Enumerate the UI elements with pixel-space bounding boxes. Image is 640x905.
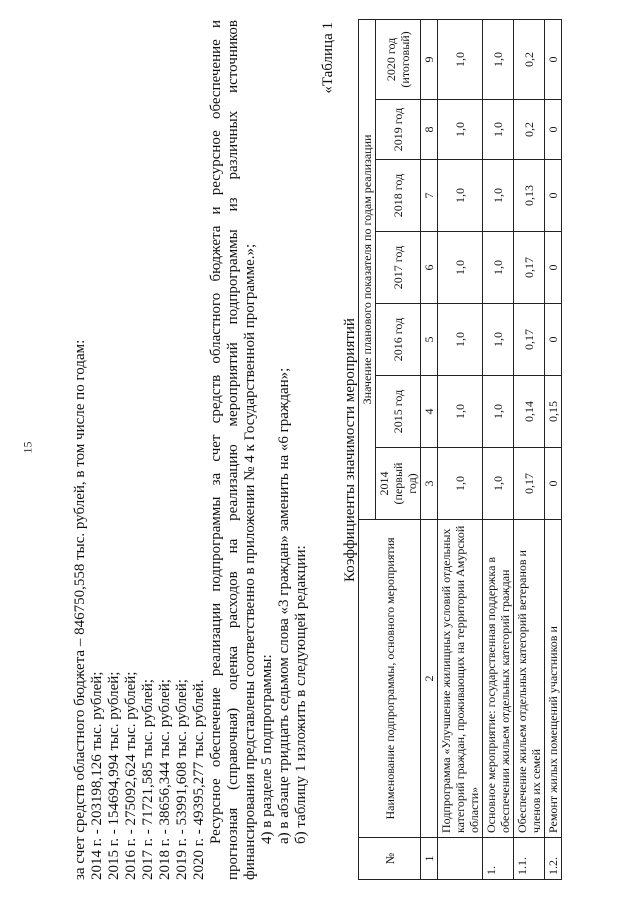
column-number: 4 <box>421 376 438 448</box>
column-number: 7 <box>421 160 438 232</box>
row-value: 1,0 <box>483 232 514 304</box>
header-year: 2016 год <box>376 304 421 376</box>
coefficients-table <box>358 19 562 880</box>
budget-year-line: 2015 г. - 154694,994 тыс. рублей; <box>106 671 122 880</box>
row-value: 0,2 <box>514 19 545 99</box>
table-row <box>545 19 562 879</box>
row-value: 0,17 <box>514 304 545 376</box>
row-name: Обеспечение жильем отдельных категорий ветеранов и членов их семей <box>514 520 545 838</box>
row-value: 1,0 <box>438 160 483 232</box>
column-number: 6 <box>421 232 438 304</box>
column-number: 5 <box>421 304 438 376</box>
row-value: 0,13 <box>514 160 545 232</box>
row-value: 0 <box>545 160 562 232</box>
header-year: 2015 год <box>376 376 421 448</box>
column-number: 8 <box>421 100 438 160</box>
header-name: Наименование подпрограммы, основного мероприятия <box>359 520 421 838</box>
header-year: 2020 год (итоговый) <box>376 19 421 99</box>
row-value: 0 <box>545 100 562 160</box>
row-number: 1. <box>483 838 514 880</box>
table-row <box>438 19 483 879</box>
budget-year-line: 2014 г. - 203198,126 тыс. рублей; <box>89 671 105 880</box>
header-year: 2019 год <box>376 100 421 160</box>
page-number: 15 <box>20 441 35 454</box>
table-label: «Таблица 1 <box>320 22 336 94</box>
row-number <box>438 838 483 880</box>
header-years-group: Значение планового показателя по годам реализации <box>359 19 376 519</box>
column-number: 9 <box>421 19 438 99</box>
row-value: 1,0 <box>483 160 514 232</box>
header-number: № <box>359 838 421 880</box>
paragraph-line: финансирования представлены соответственно в приложении № 4 к Государственной программе.»; <box>242 243 258 880</box>
column-number: 3 <box>421 448 438 520</box>
paragraph-line: Ресурсное обеспечение реализации подпрограммы за счет средств областного бюджета и ресурсное обеспечение и <box>208 20 224 844</box>
budget-year-line: 2019 г. - 53991,608 тыс. рублей; <box>174 679 190 880</box>
row-value: 0,14 <box>514 376 545 448</box>
header-year: 2017 год <box>376 232 421 304</box>
header-year: 2014 (первый год) <box>376 448 421 520</box>
row-value: 1,0 <box>438 448 483 520</box>
budget-year-line: 2016 г. - 275092,624 тыс. рублей; <box>123 671 139 880</box>
row-value: 0 <box>545 232 562 304</box>
column-number: 1 <box>421 838 438 880</box>
row-value: 1,0 <box>483 100 514 160</box>
row-value: 0,17 <box>514 448 545 520</box>
header-year: 2018 год <box>376 160 421 232</box>
row-name: Подпрограмма «Улучшение жилищных условий отдельных категорий граждан, проживающих на территории Амурской области» <box>438 520 483 838</box>
row-number: 1.1. <box>514 838 545 880</box>
item-b: б) таблицу 1 изложить в следующей редакции: <box>293 545 309 844</box>
row-value: 0 <box>545 304 562 376</box>
paragraph-line: прогнозная (справочная) оценка расходов на реализацию мероприятий подпрограммы из различных источников <box>225 20 241 880</box>
budget-year-line: 2018 г. - 38656,344 тыс. рублей; <box>157 679 173 880</box>
row-value: 1,0 <box>483 19 514 99</box>
row-name: Ремонт жилых помещений участников и <box>545 520 562 838</box>
item-a: а) в абзаце тридцать седьмом слова «3 граждан» заменить на «6 граждан»; <box>276 367 292 844</box>
row-value: 1,0 <box>483 304 514 376</box>
row-value: 0,2 <box>514 100 545 160</box>
body-text <box>72 20 310 880</box>
table-title: Коэффициенты значимости мероприятий <box>342 318 358 582</box>
table-row <box>514 19 545 879</box>
row-value: 0,17 <box>514 232 545 304</box>
column-number-row <box>421 19 438 879</box>
column-number: 2 <box>421 520 438 838</box>
row-value: 1,0 <box>483 448 514 520</box>
row-value: 1,0 <box>483 376 514 448</box>
budget-line: за счет средств областного бюджета – 846750,558 тыс. рублей, в том числе по годам: <box>72 339 88 880</box>
row-value: 0 <box>545 19 562 99</box>
rotated-page-content <box>60 20 620 880</box>
row-value: 1,0 <box>438 304 483 376</box>
row-value: 1,0 <box>438 19 483 99</box>
table-row <box>483 19 514 879</box>
item-4: 4) в разделе 5 подпрограммы: <box>259 654 275 844</box>
budget-year-line: 2020 г. - 49395,277 тыс. рублей. <box>191 679 207 880</box>
row-value: 0 <box>545 448 562 520</box>
row-value: 1,0 <box>438 376 483 448</box>
row-value: 0,15 <box>545 376 562 448</box>
budget-year-line: 2017 г. - 71721,585 тыс. рублей; <box>140 679 156 880</box>
row-number: 1.2. <box>545 838 562 880</box>
row-value: 1,0 <box>438 232 483 304</box>
row-name: Основное мероприятие: государственная поддержка в обеспечении жильем отдельных категорий граждан <box>483 520 514 838</box>
row-value: 1,0 <box>438 100 483 160</box>
